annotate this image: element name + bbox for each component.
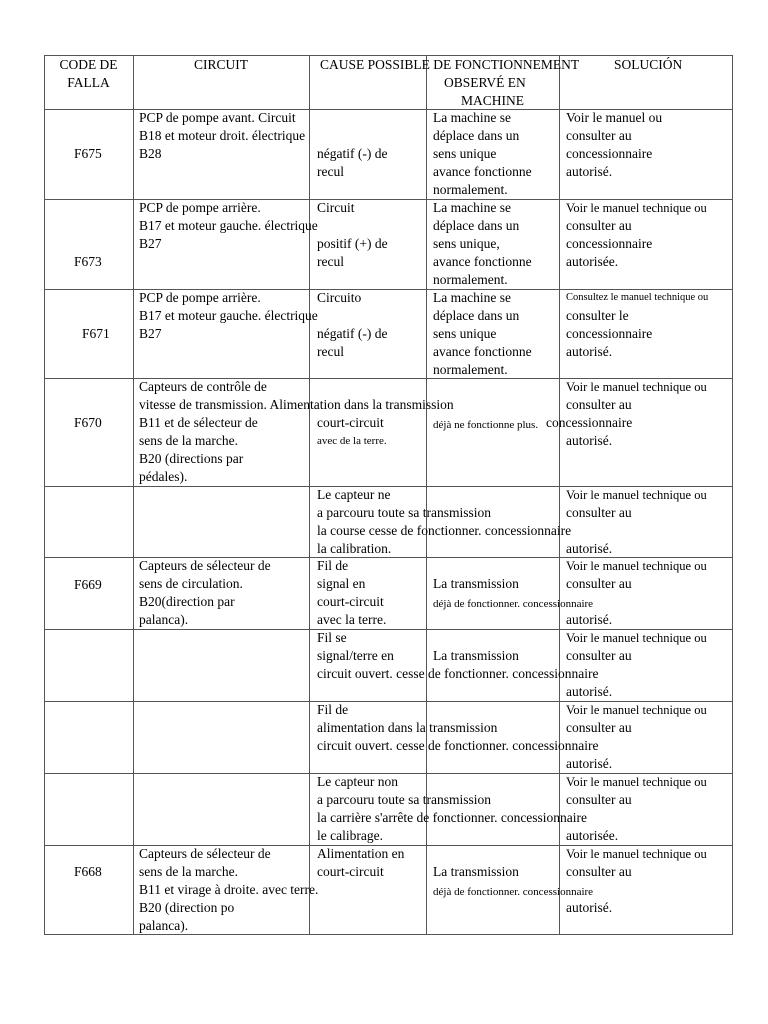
solution-text: autorisé. <box>566 756 613 771</box>
header-cause-line: OBSERVÉ EN <box>444 75 526 90</box>
cause-text: a parcouru toute sa transmission <box>317 505 491 520</box>
solution-text: consulter le <box>566 308 629 323</box>
solution-text: consulter au <box>566 576 632 591</box>
header-circuit: CIRCUIT <box>194 57 248 72</box>
circuit-text: B28 <box>139 146 162 161</box>
circuit-text: Capteurs de sélecteur de <box>139 558 271 573</box>
observed-text: La transmission <box>433 576 519 591</box>
circuit-text: sens de la marche. <box>139 433 238 448</box>
cause-text: Alimentation en <box>317 846 405 861</box>
header-cause-line: CAUSE POSSIBLE DE FONCTIONNEMENT <box>320 57 580 72</box>
cause-text: le calibrage. <box>317 828 383 843</box>
circuit-text: palanca). <box>139 612 189 627</box>
solution-text: autorisée. <box>566 254 619 269</box>
header-solution: SOLUCIÓN <box>614 57 683 72</box>
observed-text: La transmission <box>433 648 519 663</box>
cause-text: recul <box>317 344 344 359</box>
cause-text: positif (+) de <box>317 236 388 251</box>
cause-text: circuit ouvert. cesse de fonctionner. concessionnaire <box>317 666 599 681</box>
circuit-text: B17 et moteur gauche. électrique <box>139 308 318 323</box>
solution-text: Voir le manuel technique ou <box>566 703 707 717</box>
solution-text: consulter au <box>566 648 632 663</box>
cause-text: Fil se <box>317 630 347 645</box>
cause-text: avec de la terre. <box>317 435 387 447</box>
observed-text: La machine se <box>433 200 511 215</box>
observed-text: sens unique <box>433 326 497 341</box>
cause-text: négatif (-) de <box>317 146 388 161</box>
cause-text: Circuito <box>317 290 362 305</box>
solution-text: concessionnaire <box>546 415 633 430</box>
solution-text: concessionnaire <box>566 236 653 251</box>
cause-text: avec la terre. <box>317 612 387 627</box>
solution-text: autorisé. <box>566 900 613 915</box>
solution-text: autorisé. <box>566 612 613 627</box>
cause-text: alimentation dans la transmission <box>317 720 498 735</box>
solution-text: autorisé. <box>566 541 613 556</box>
cause-text: négatif (-) de <box>317 326 388 341</box>
table-border-right <box>732 55 733 935</box>
circuit-text: B27 <box>139 236 162 251</box>
observed-text: déplace dans un <box>433 128 520 143</box>
fault-code: F669 <box>74 577 102 592</box>
observed-text: avance fonctionne <box>433 164 532 179</box>
cause-text: recul <box>317 164 344 179</box>
cause-text: Le capteur ne <box>317 487 391 502</box>
solution-text: autorisé. <box>566 344 613 359</box>
cause-text: signal/terre en <box>317 648 394 663</box>
fault-code: F673 <box>74 254 102 269</box>
solution-text: concessionnaire <box>566 326 653 341</box>
circuit-text: Capteurs de sélecteur de <box>139 846 271 861</box>
cause-text: court-circuit <box>317 415 384 430</box>
circuit-text: B20 (directions par <box>139 451 244 466</box>
circuit-text: B11 et de sélecteur de <box>139 415 258 430</box>
fault-code: F670 <box>74 415 102 430</box>
circuit-text: B20(direction par <box>139 594 235 609</box>
observed-text: La machine se <box>433 290 511 305</box>
solution-text: Voir le manuel technique ou <box>566 488 707 502</box>
solution-text: autorisé. <box>566 164 613 179</box>
solution-text: Voir le manuel technique ou <box>566 201 707 215</box>
solution-text: Voir le manuel technique ou <box>566 380 707 394</box>
header-code-line: FALLA <box>67 75 110 90</box>
observed-text: déjà de fonctionner. concessionnaire <box>433 886 594 898</box>
solution-text: consulter au <box>566 218 632 233</box>
fault-code: F675 <box>74 146 102 161</box>
header-code-line: CODE DE <box>59 57 118 72</box>
solution-text: consulter au <box>566 792 632 807</box>
observed-text: déplace dans un <box>433 308 520 323</box>
solution-text: consulter au <box>566 397 632 412</box>
circuit-text: palanca). <box>139 918 189 933</box>
circuit-text: B27 <box>139 326 162 341</box>
solution-text: autorisée. <box>566 828 619 843</box>
circuit-text: vitesse de transmission. Alimentation dans la transmission <box>139 397 454 412</box>
column-divider <box>559 55 560 935</box>
circuit-text: B20 (direction po <box>139 900 235 915</box>
observed-text: normalement. <box>433 182 508 197</box>
cause-text: la course cesse de fonctionner. concessionnaire <box>317 523 572 538</box>
circuit-text: B18 et moteur droit. électrique <box>139 128 306 143</box>
observed-text: La transmission <box>433 864 519 879</box>
solution-text: Voir le manuel technique ou <box>566 775 707 789</box>
circuit-text: PCP de pompe avant. Circuit <box>139 110 296 125</box>
solution-text: consulter au <box>566 128 632 143</box>
cause-text: circuit ouvert. cesse de fonctionner. concessionnaire <box>317 738 599 753</box>
solution-text: Consultez le manuel technique ou <box>566 292 709 303</box>
observed-text: normalement. <box>433 272 508 287</box>
cause-text: Fil de <box>317 558 349 573</box>
cause-text: recul <box>317 254 344 269</box>
cause-text: Circuit <box>317 200 355 215</box>
cause-text: court-circuit <box>317 864 384 879</box>
circuit-text: B17 et moteur gauche. électrique <box>139 218 318 233</box>
cause-text: la calibration. <box>317 541 392 556</box>
fault-code: F671 <box>82 326 110 341</box>
circuit-text: PCP de pompe arrière. <box>139 290 261 305</box>
solution-text: concessionnaire <box>566 146 653 161</box>
observed-text: normalement. <box>433 362 508 377</box>
solution-text: consulter au <box>566 720 632 735</box>
circuit-text: PCP de pompe arrière. <box>139 200 261 215</box>
circuit-text: pédales). <box>139 469 188 484</box>
cause-text: court-circuit <box>317 594 384 609</box>
circuit-text: sens de circulation. <box>139 576 243 591</box>
cause-text: a parcouru toute sa transmission <box>317 792 491 807</box>
table-border-left <box>44 55 45 935</box>
fault-code: F668 <box>74 864 102 879</box>
column-divider <box>133 55 134 935</box>
solution-text: Voir le manuel ou <box>566 110 663 125</box>
observed-text: déjà de fonctionner. concessionnaire <box>433 598 594 610</box>
solution-text: consulter au <box>566 864 632 879</box>
cause-text: la carrière s'arrête de fonctionner. concessionnaire <box>317 810 588 825</box>
observed-text: avance fonctionne <box>433 344 532 359</box>
observed-text: avance fonctionne <box>433 254 532 269</box>
observed-text: déjà ne fonctionne plus. <box>433 419 539 431</box>
solution-text: Voir le manuel technique ou <box>566 631 707 645</box>
cause-text: Fil de <box>317 702 349 717</box>
cause-text: signal en <box>317 576 366 591</box>
observed-text: sens unique <box>433 146 497 161</box>
solution-text: Voir le manuel technique ou <box>566 847 707 861</box>
column-divider <box>309 55 310 935</box>
observed-text: sens unique, <box>433 236 500 251</box>
fault-code-table <box>44 55 733 935</box>
solution-text: Voir le manuel technique ou <box>566 559 707 573</box>
header-cause-line: MACHINE <box>461 93 524 108</box>
solution-text: autorisé. <box>566 433 613 448</box>
observed-text: La machine se <box>433 110 511 125</box>
circuit-text: Capteurs de contrôle de <box>139 379 267 394</box>
circuit-text: B11 et virage à droite. avec terre. <box>139 882 319 897</box>
cause-text: Le capteur non <box>317 774 398 789</box>
solution-text: autorisé. <box>566 684 613 699</box>
circuit-text: sens de la marche. <box>139 864 238 879</box>
solution-text: consulter au <box>566 505 632 520</box>
observed-text: déplace dans un <box>433 218 520 233</box>
